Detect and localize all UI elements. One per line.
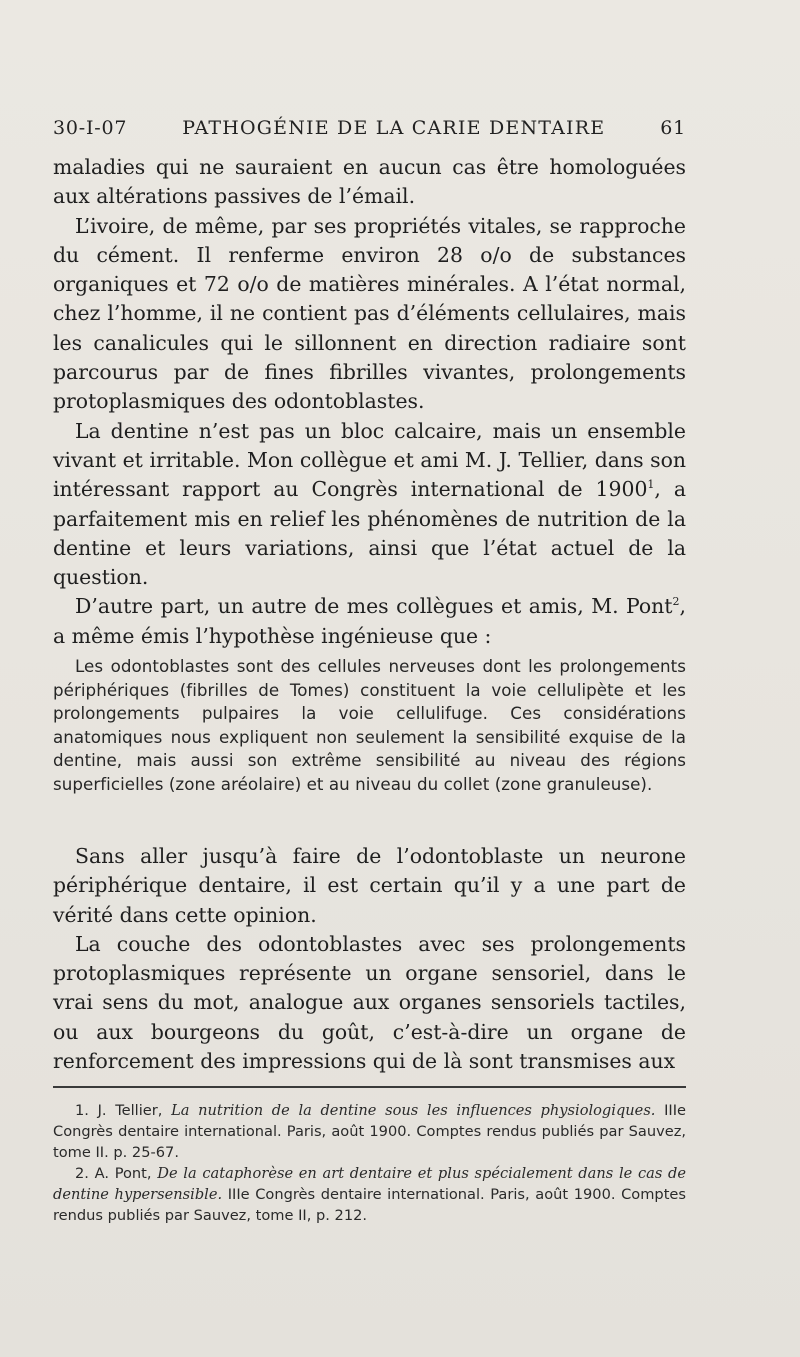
paragraph-6: La couche des odontoblastes avec ses prolongements protoplasmiques représente un organe sensoriel, dans le vrai sens du mot, analogue aux organes sensoriels tactiles, ou aux bourgeons du goût, c’est-à-dire un organe de renforcement des impressions qui de là sont transmises aux [53, 931, 686, 1074]
header-title: PATHOGÉNIE DE LA CARIE DENTAIRE [182, 117, 606, 139]
page-number: 61 [660, 117, 686, 139]
body-text [53, 153, 686, 651]
footnote-2-details: IIIe Congrès dentaire international. Paris, août 1900. Comptes rendus publiés par Sauvez, tome II, p. 212. [53, 1186, 686, 1224]
paragraph-3-text-end: , a parfaitement mis en relief les phénomènes de nutrition de la dentine et leurs variations, ainsi que l’état actuel de la question. [53, 477, 687, 590]
footnotes [53, 1100, 686, 1226]
paragraph-2: L’ivoire, de même, par ses propriétés vitales, se rapproche du cément. Il renferme environ 28 o/o de substances organiques et 72 o/o de matières minérales. A l’état normal, chez l’homme, il ne contient pas d’éléments cellulaires, mais les canalicules qui le sillonnent en direction radiaire sont parcourus par de fines fibrilles vivantes, prolongements protoplasmiques des odontoblastes. [53, 213, 686, 414]
paragraph-4-text-end: , a même émis l’hypothèse ingénieuse que : [53, 594, 686, 648]
header-date: 30-I-07 [53, 117, 128, 139]
block-quote [53, 655, 686, 797]
footnote-2 [53, 1163, 686, 1226]
body-text-continued [53, 842, 686, 1076]
footnote-1-author: 1. J. Tellier, [75, 1102, 163, 1119]
footnote-divider [53, 1086, 686, 1088]
paragraph-1: maladies qui ne sauraient en aucun cas être homologuées aux altérations passives de l’émail. [53, 155, 686, 209]
footnote-1-title: La nutrition de la dentine sous les influences physiologiques. [171, 1102, 656, 1119]
quote-text: Les odontoblastes sont des cellules nerveuses dont les prolongements périphériques (fibrilles de Tomes) constituent la voie cellulipète et les prolongements pulpaires la voie cellulifuge. Ces considérations anatomiques nous expliquent non seulement la sensibilité exquise de la dentine, mais aussi son extrême sensibilité au niveau des régions superficielles (zone aréolaire) et au niveau du collet (zone granuleuse). [53, 656, 686, 794]
footnote-1 [53, 1100, 686, 1163]
footnote-ref-2[interactable]: 2 [672, 595, 680, 609]
paragraph-3-text: La dentine n’est pas un bloc calcaire, mais un ensemble vivant et irritable. Mon collègue et ami M. J. Tellier, dans son intéressant rapport au Congrès international de 1900 [53, 418, 686, 502]
footnote-2-author: 2. A. Pont, [75, 1165, 152, 1182]
footnote-2-title: De la cataphorèse en art dentaire et plus spécialement dans le cas de dentine hypersensible. [53, 1165, 687, 1203]
paragraph-5: Sans aller jusqu’à faire de l’odontoblaste un neurone périphérique dentaire, il est certain qu’il y a une part de vérité dans cette opinion. [53, 844, 686, 927]
paragraph-3 [53, 417, 686, 593]
paragraph-4-text: D’autre part, un autre de mes collègues et amis, M. Pont [75, 594, 673, 619]
footnote-ref-1[interactable]: 1 [647, 478, 655, 492]
paragraph-4 [53, 592, 686, 651]
footnote-1-details: IIIe Congrès dentaire international. Paris, août 1900. Comptes rendus publiés par Sauvez, tome II. p. 25-67. [53, 1102, 687, 1161]
running-header [53, 117, 686, 139]
